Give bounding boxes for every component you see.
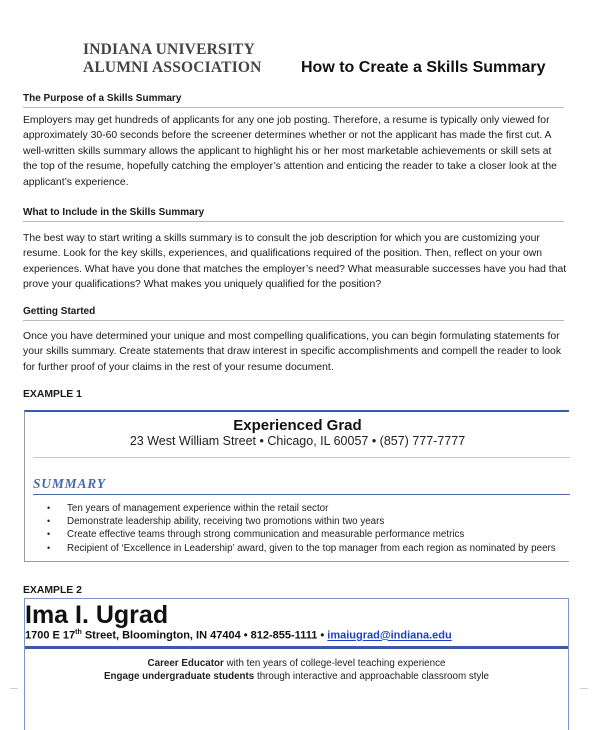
summary-line-1-bold: Career Educator bbox=[147, 658, 224, 669]
section-heading-getting-started: Getting Started bbox=[23, 306, 96, 317]
bullet-icon: • bbox=[47, 503, 51, 513]
resume-contact-line bbox=[25, 629, 452, 642]
example-2-label: EXAMPLE 2 bbox=[23, 585, 82, 596]
resume-name: Ima I. Ugrad bbox=[25, 601, 169, 629]
list-item bbox=[47, 528, 556, 541]
summary-line-1-text: with ten years of college-level teaching experience bbox=[223, 658, 446, 669]
summary-line-2 bbox=[25, 671, 568, 682]
section-rule bbox=[23, 107, 564, 108]
address-text: Street, Bloomington, IN 47404 • 812-855-1111 • bbox=[81, 629, 328, 642]
org-line-2: ALUMNI ASSOCIATION bbox=[83, 59, 262, 76]
page-corner-mark bbox=[580, 688, 588, 689]
list-item bbox=[47, 542, 556, 555]
bullet-icon: • bbox=[47, 516, 51, 527]
org-logo-text bbox=[83, 41, 262, 77]
section-rule bbox=[23, 320, 564, 321]
section-heading-include: What to Include in the Skills Summary bbox=[23, 207, 205, 218]
example-2-resume bbox=[24, 598, 569, 730]
address-number: 1700 E 17 bbox=[25, 629, 76, 642]
summary-underline bbox=[33, 494, 570, 495]
email-link[interactable]: imaiugrad@indiana.edu bbox=[327, 629, 452, 642]
summary-line-2-bold: Engage undergraduate students bbox=[104, 671, 255, 682]
summary-line-1 bbox=[25, 658, 568, 669]
bullet-text: Recipient of ‘Excellence in Leadership’ award, given to the top manager from each region as nominated by peers bbox=[67, 542, 556, 554]
org-line-1: INDIANA UNIVERSITY bbox=[83, 41, 255, 58]
list-item bbox=[47, 502, 556, 515]
section-body-purpose: Employers may get hundreds of applicants for any one job posting. Therefore, a resume is typically only viewed for approximately 30-60 seconds before the screener determines whether or not the applicant has made the first cut. A well-written skills summary allows the applicant to highlight his or her most marketable achievements or skill sets at the top of the resume, hopefully catching the employer’s attention and enticing the reader to take a closer look at the applicant’s experience. bbox=[23, 115, 557, 188]
address-suffix: th bbox=[75, 629, 82, 636]
resume-address: 23 West William Street • Chicago, IL 60057 • (857) 777-7777 bbox=[129, 434, 466, 448]
section-body-include: The best way to start writing a skills summary is to consult the job description for which you are customizing your resume. Look for the key skills, experiences, and qualifications required of the position. Then, reflect on your own experiences. What have you done that matches the employer’s need? What measurable successes have you had that prove your qualifications? What makes you uniquely qualified for the position? bbox=[23, 233, 567, 291]
bullet-text: Demonstrate leadership ability, receiving two promotions within two years bbox=[67, 516, 385, 528]
resume-header-bar bbox=[25, 646, 568, 649]
section-rule bbox=[23, 221, 564, 222]
page-title: How to Create a Skills Summary bbox=[301, 59, 546, 76]
example-1-resume bbox=[24, 410, 569, 562]
summary-line-2-text: through interactive and approachable classroom style bbox=[254, 671, 489, 682]
bullet-text: Create effective teams through strong communication and measurable performance metrics bbox=[67, 529, 465, 541]
bullet-text: Ten years of management experience within the retail sector bbox=[67, 503, 329, 514]
resume-divider bbox=[33, 457, 570, 458]
list-item bbox=[47, 515, 556, 528]
summary-bullet-list bbox=[47, 502, 556, 555]
bullet-icon: • bbox=[47, 529, 51, 540]
resume-name: Experienced Grad bbox=[233, 417, 362, 434]
summary-heading: SUMMARY bbox=[33, 476, 106, 491]
section-body-getting-started: Once you have determined your unique and most compelling qualifications, you can begin formulating statements for your skills summary. Create statements that draw interest in specific accomplishments and compell the reader to look for further proof of your claims in the rest of your resume document. bbox=[23, 331, 562, 373]
section-heading-purpose: The Purpose of a Skills Summary bbox=[23, 93, 182, 104]
bullet-icon: • bbox=[47, 542, 51, 553]
page-corner-mark bbox=[10, 688, 18, 689]
example-1-label: EXAMPLE 1 bbox=[23, 389, 82, 400]
